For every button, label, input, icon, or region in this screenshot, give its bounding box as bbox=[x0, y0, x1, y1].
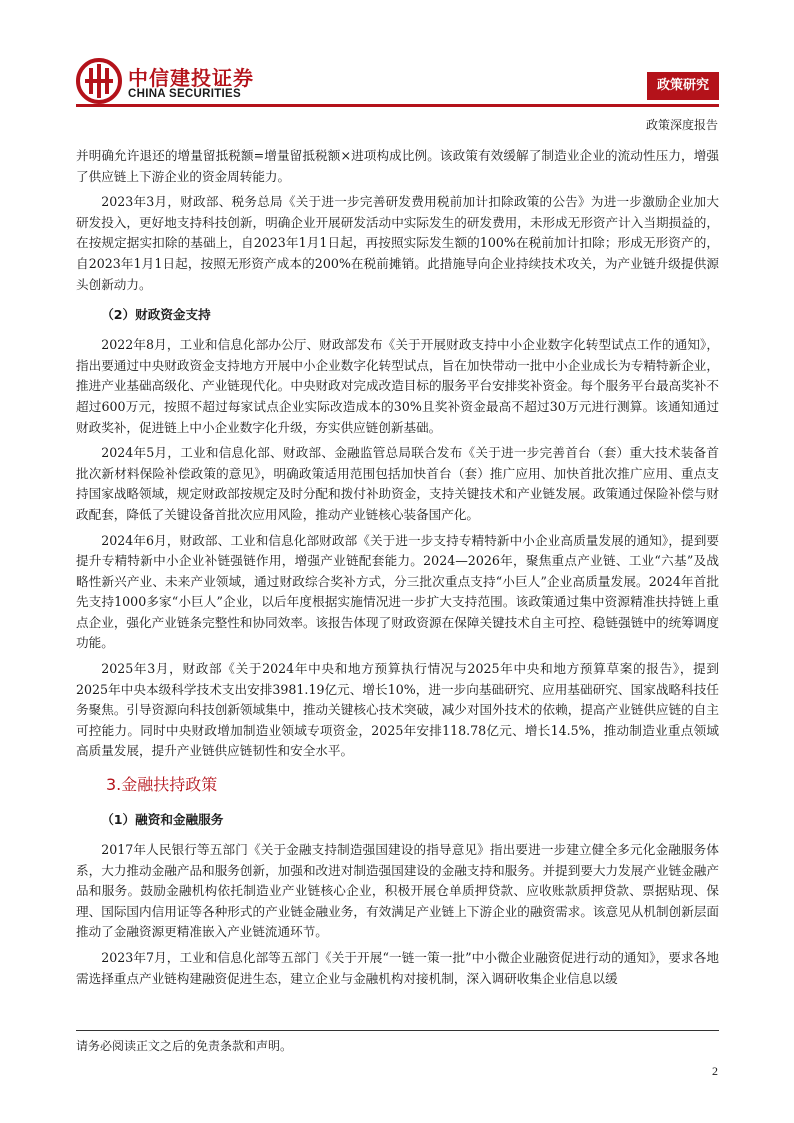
logo-english-name: CHINA SECURITIES bbox=[128, 88, 241, 100]
header-divider bbox=[76, 104, 719, 107]
report-subtitle: 政策深度报告 bbox=[645, 118, 718, 132]
footer-divider bbox=[76, 1030, 719, 1031]
subheading-financing-services: （1）融资和金融服务 bbox=[101, 812, 224, 828]
report-body bbox=[76, 146, 719, 989]
subheading-fiscal-support: （2）财政资金支持 bbox=[101, 307, 211, 323]
logo-chinese-name: 中信建投证券 bbox=[128, 66, 254, 90]
paragraph-rd-deduction: 2023年3月，财政部、税务总局《关于进一步完善研发费用税前加计扣除政策的公告》为进一步激励企业加大研发投入，更好地支持科技创新，明确企业开展研发活动中实际发生的研发费用，未形成无形资产计入当期损益的，在按规定据实扣除的基础上，自2023年1月1日起，再按照实际发生额的100%在税前加计扣除；形成无形资产的，自2023年1月1日起，按照无形资产成本的200%在税前摊销。此措施导向企业持续技术攻关，为产业链升级提供源头创新动力。 bbox=[76, 194, 719, 292]
disclaimer-notice: 请务必阅读正文之后的免责条款和声明。 bbox=[76, 1039, 293, 1053]
paragraph-budget-report: 2025年3月，财政部《关于2024年中央和地方预算执行情况与2025年中央和地方预算草案的报告》，提到2025年中央本级科学技术支出安排3981.19亿元、增长10%，进一步向基础研究、应用基础研究、国家战略科技任务聚焦。引导资源向科技创新领域集中，推动关键核心技术突破，减少对国外技术的依赖，提高产业链供应链的自主可控能力。同时中央财政增加制造业领域专项资金，2025年安排118.78亿元、增长14.5%，推动制造业重点领域高质量发展，提升产业链供应链韧性和安全水平。 bbox=[76, 661, 719, 759]
paragraph-specialized-smes: 2024年6月，财政部、工业和信息化部财政部《关于进一步支持专精特新中小企业高质量发展的通知》，提到要提升专精特新中小企业补链强链作用，增强产业链配套能力。2024—2026年，聚焦重点产业链、工业“六基”及战略性新兴产业、未来产业领域，通过财政综合奖补方式，分三批次重点支持“小巨人”企业高质量发展。2024年首批先支持1000多家“小巨人”企业，以后年度根据实施情况进一步扩大支持范围。该政策通过集中资源精准扶持链上重点企业，强化产业链条完整性和协同效率。该报告体现了财政资源在保障关键技术自主可控、稳链强链中的统筹调度功能。 bbox=[76, 532, 719, 651]
paragraph-digital-transformation: 2022年8月，工业和信息化部办公厅、财政部发布《关于开展财政支持中小企业数字化转型试点工作的通知》，指出要通过中央财政资金支持地方开展中小企业数字化转型试点，旨在加快带动一批中小企业成长为专精特新企业，推进产业基础高级化、产业链现代化。中央财政对完成改造目标的服务平台安排奖补资金。每个服务平台最高奖补不超过600万元，按照不超过每家试点企业实际改造成本的30%且奖补资金最高不超过30万元进行测算。该通知通过财政奖补，促进链上中小企业数字化升级，夯实供应链创新基础。 bbox=[76, 337, 719, 435]
page-number: 2 bbox=[712, 1064, 718, 1078]
section-heading-financial-support: 3.金融扶持政策 bbox=[106, 775, 218, 795]
paragraph-insurance-compensation: 2024年5月，工业和信息化部、财政部、金融监管总局联合发布《关于进一步完善首台（套）重大技术装备首批次新材料保险补偿政策的意见》，明确政策适用范围包括加快首台（套）推广应用、加快首批次推广应用、重点支持国家战略领域，规定财政部按规定及时分配和拨付补助资金，支持关键技术和产业链发展。政策通过保险补偿与财政配套，降低了关键设备首批次应用风险，推动产业链核心装备国产化。 bbox=[76, 445, 719, 522]
paragraph-financial-guidance: 2017年人民银行等五部门《关于金融支持制造强国建设的指导意见》指出要进一步建立健全多元化金融服务体系，大力推动金融产品和服务创新，加强和改进对制造强国建设的金融支持和服务。并提到要大力发展产业链金融产品和服务。鼓励金融机构依托制造业产业链核心企业，积极开展仓单质押贷款、应收账款质押贷款、票据贴现、保理、国际国内信用证等各种形式的产业链金融业务，有效满足产业链上下游企业的融资需求。该意见从机制创新层面推动了金融资源更精准嵌入产业链流通环节。 bbox=[76, 842, 719, 940]
paragraph-vat-refund: 并明确允许退还的增量留抵税额=增量留抵税额×进项构成比例。该政策有效缓解了制造业企业的流动性压力，增强了供应链上下游企业的资金周转能力。 bbox=[76, 148, 719, 184]
citic-logo-icon bbox=[76, 58, 122, 104]
page-header bbox=[76, 54, 719, 110]
paragraph-one-chain-policy: 2023年7月，工业和信息化部等五部门《关于开展“一链一策一批”中小微企业融资促进行动的通知》，要求各地需选择重点产业链构建融资促进生态，建立企业与金融机构对接机制，深入调研收集企业信息以缓 bbox=[76, 950, 719, 986]
report-category-tag: 政策研究 bbox=[647, 72, 719, 100]
